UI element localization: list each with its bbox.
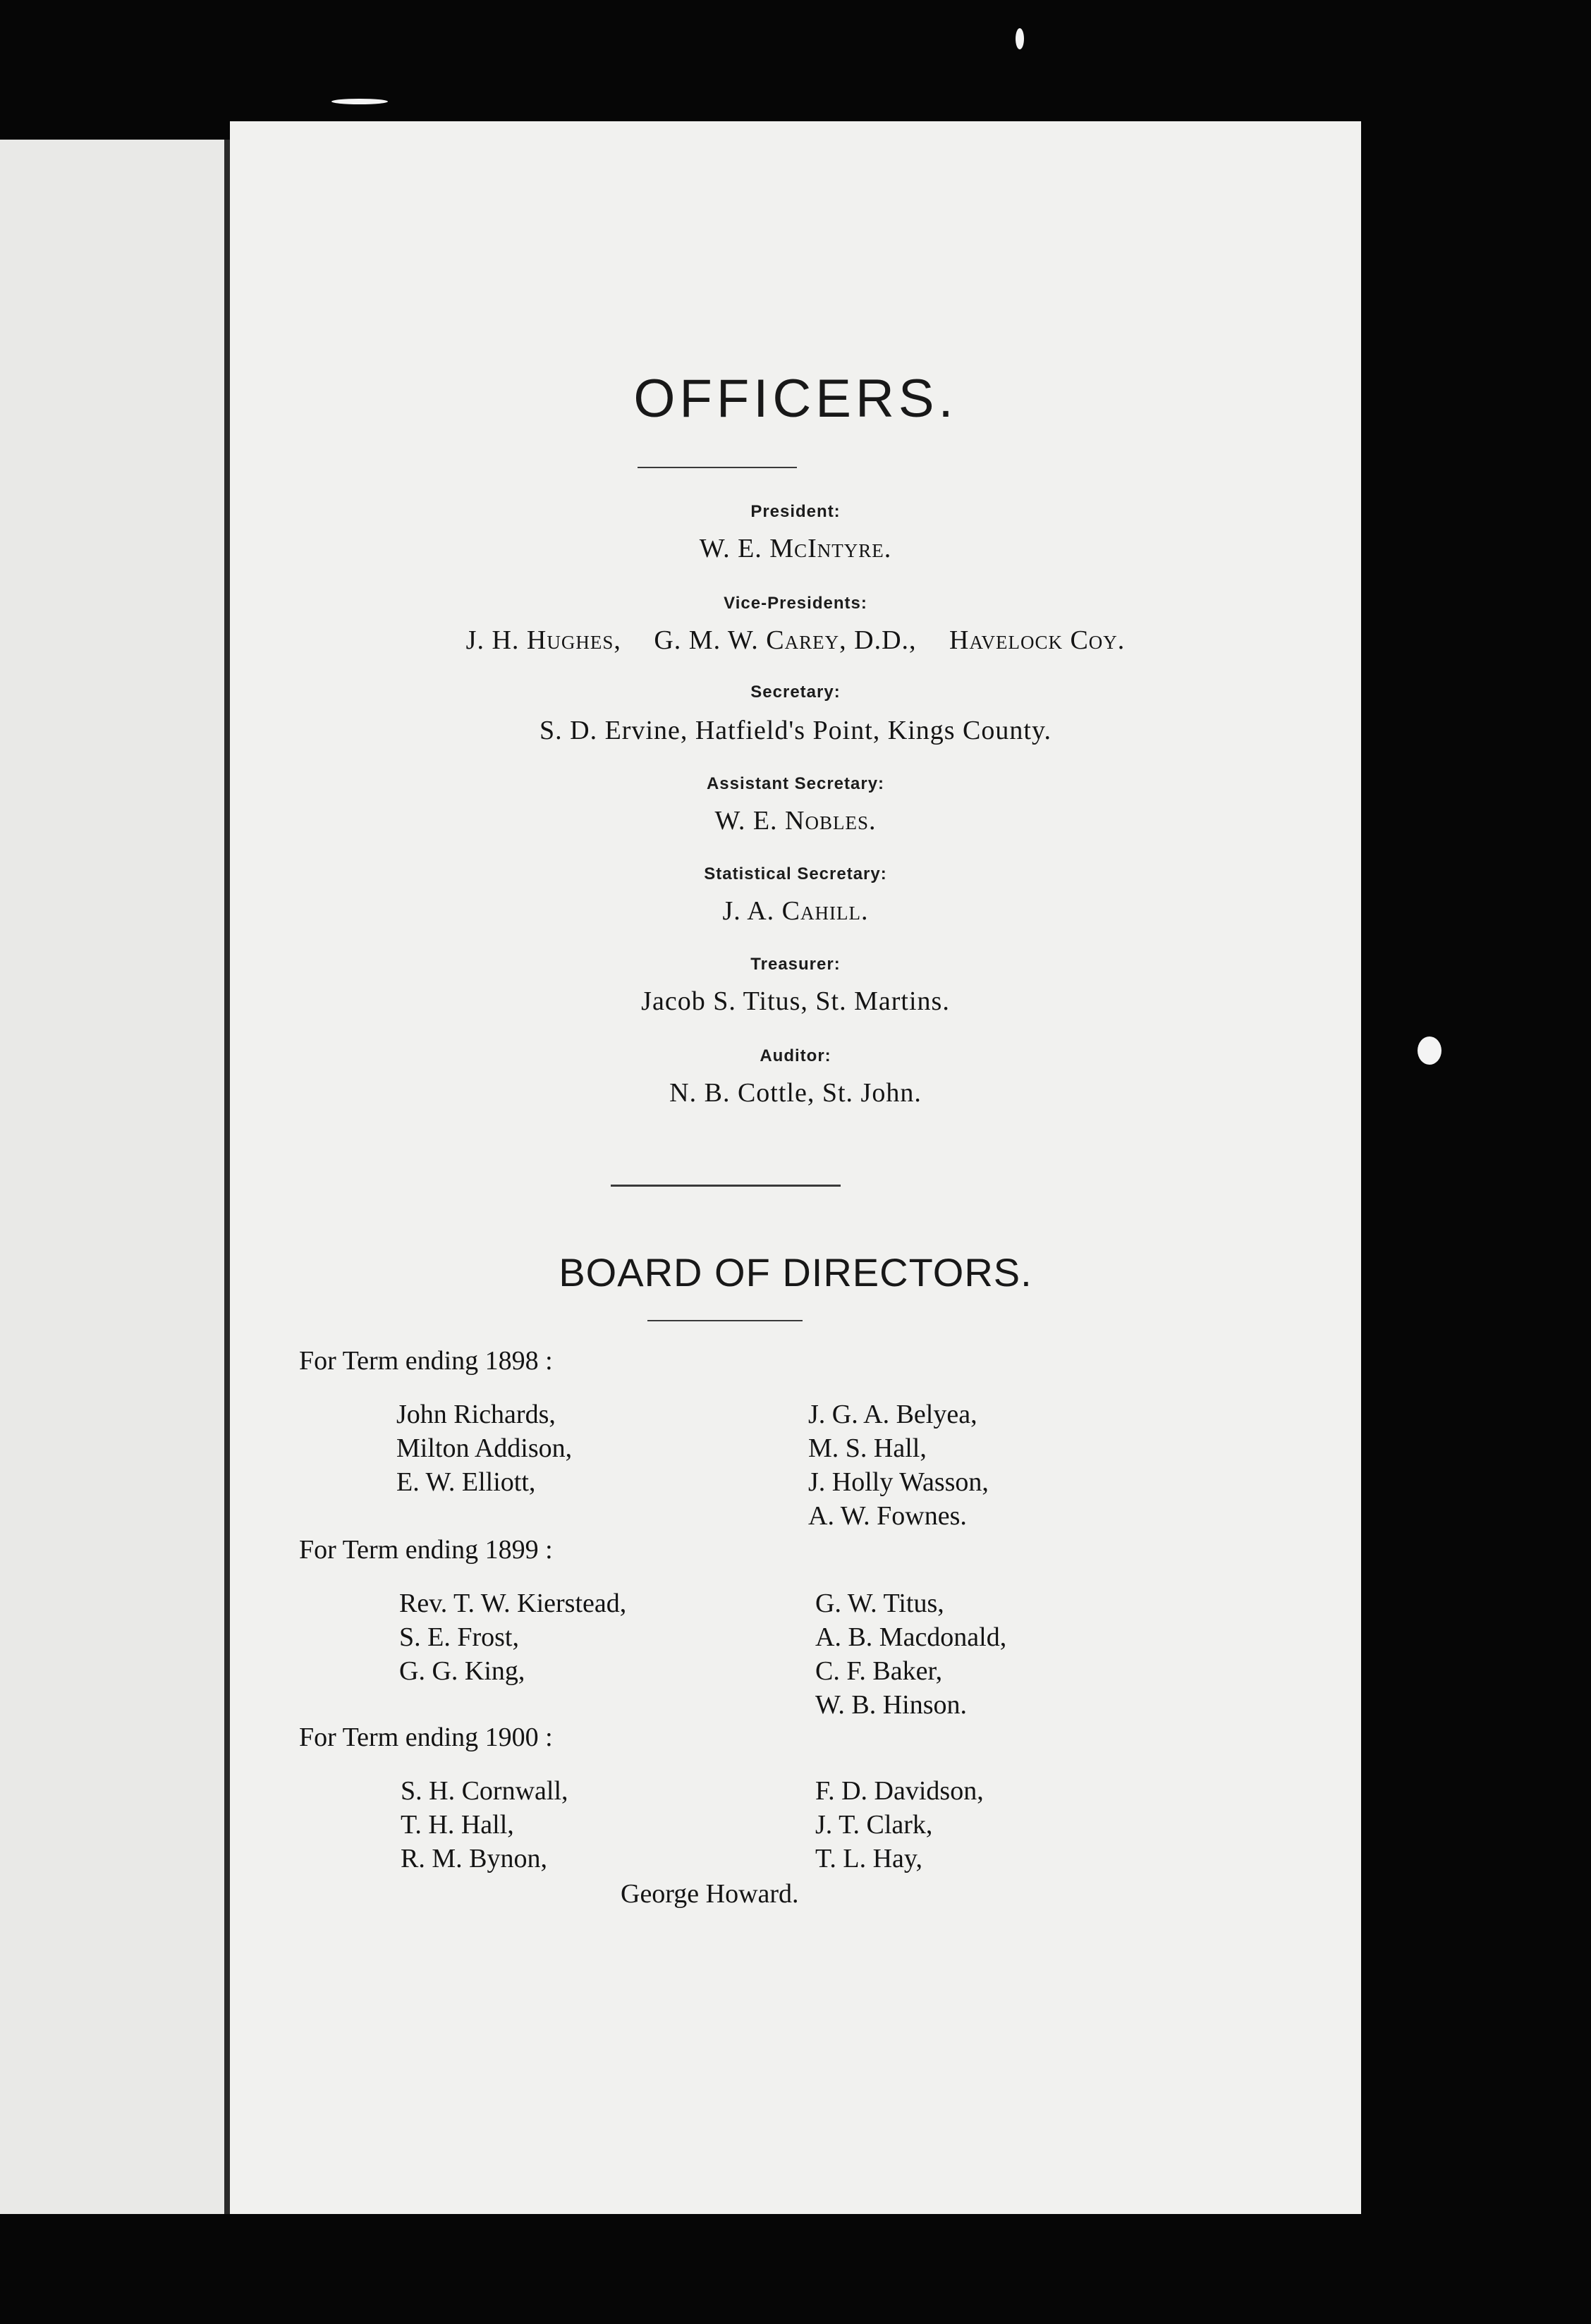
director-name: C. F. Baker, bbox=[815, 1656, 943, 1686]
director-name: W. B. Hinson. bbox=[815, 1690, 968, 1720]
director-name: R. M. Bynon, bbox=[401, 1844, 547, 1873]
assistant-secretary-label: Assistant Secretary: bbox=[706, 774, 885, 793]
term-heading: For Term ending 1900 : bbox=[299, 1723, 553, 1752]
directors-right-column bbox=[808, 1398, 989, 1533]
directors-left-column bbox=[401, 1774, 568, 1876]
president-label: President: bbox=[750, 502, 841, 521]
secretary-name: S. D. Ervine, Hatfield's Point, Kings County. bbox=[540, 716, 1051, 745]
vice-president-name: J. H. Hughes, bbox=[465, 625, 621, 655]
statistical-secretary-name: J. A. Cahill. bbox=[722, 896, 869, 926]
director-name: J. Holly Wasson, bbox=[808, 1467, 989, 1497]
auditor-label: Auditor: bbox=[760, 1046, 831, 1065]
treasurer-name: Jacob S. Titus, St. Martins. bbox=[641, 986, 950, 1016]
directors-right-column bbox=[815, 1586, 1006, 1722]
board-title: BOARD OF DIRECTORS. bbox=[559, 1250, 1032, 1295]
director-name: T. L. Hay, bbox=[815, 1844, 922, 1873]
vice-president-name: G. M. W. Carey, D.D., bbox=[654, 625, 917, 655]
director-name: G. W. Titus, bbox=[815, 1589, 944, 1618]
director-name: A. W. Fownes. bbox=[808, 1501, 967, 1531]
president-name: W. E. McIntyre. bbox=[699, 534, 892, 563]
director-name: M. S. Hall, bbox=[808, 1433, 927, 1463]
director-name: T. H. Hall, bbox=[401, 1810, 514, 1840]
directors-right-column bbox=[815, 1774, 984, 1876]
vice-presidents-label: Vice-Presidents: bbox=[724, 594, 867, 613]
treasurer-label: Treasurer: bbox=[750, 955, 841, 974]
final-director-name: George Howard. bbox=[621, 1879, 799, 1909]
director-name: J. T. Clark, bbox=[815, 1810, 933, 1840]
director-name: G. G. King, bbox=[399, 1656, 525, 1686]
directors-left-column bbox=[399, 1586, 626, 1688]
board-title-rule bbox=[647, 1320, 803, 1321]
secretary-label: Secretary: bbox=[750, 683, 841, 702]
officers-title: OFFICERS. bbox=[633, 369, 958, 429]
book-spine bbox=[224, 140, 230, 2214]
director-name: S. E. Frost, bbox=[399, 1622, 519, 1652]
director-name: S. H. Cornwall, bbox=[401, 1776, 568, 1806]
scan-speck bbox=[331, 99, 388, 104]
director-name: E. W. Elliott, bbox=[396, 1467, 536, 1497]
director-name: Milton Addison, bbox=[396, 1433, 573, 1463]
director-name: J. G. A. Belyea, bbox=[808, 1400, 977, 1429]
term-heading: For Term ending 1898 : bbox=[299, 1346, 553, 1376]
scan-speck bbox=[1418, 1036, 1441, 1065]
left-page-edge bbox=[0, 140, 224, 2214]
scan-speck bbox=[1016, 28, 1024, 49]
term-heading: For Term ending 1899 : bbox=[299, 1535, 553, 1565]
directors-left-column bbox=[396, 1398, 572, 1499]
director-name: John Richards, bbox=[396, 1400, 556, 1429]
section-divider bbox=[611, 1185, 841, 1187]
assistant-secretary-name: W. E. Nobles. bbox=[714, 806, 877, 836]
vice-presidents-list bbox=[230, 625, 1361, 656]
vice-president-name: Havelock Coy. bbox=[949, 625, 1126, 655]
director-name: A. B. Macdonald, bbox=[815, 1622, 1007, 1652]
auditor-name: N. B. Cottle, St. John. bbox=[669, 1078, 922, 1108]
director-name: Rev. T. W. Kierstead, bbox=[399, 1589, 627, 1618]
director-name: F. D. Davidson, bbox=[815, 1776, 984, 1806]
officers-title-rule bbox=[638, 467, 797, 468]
statistical-secretary-label: Statistical Secretary: bbox=[704, 864, 887, 883]
